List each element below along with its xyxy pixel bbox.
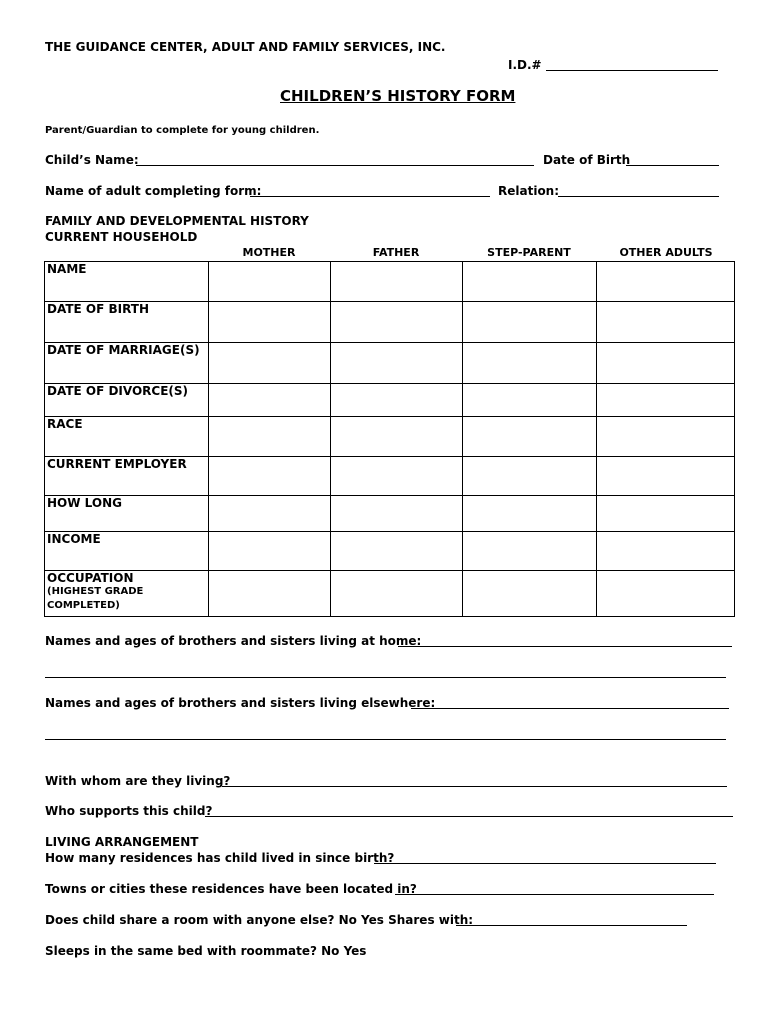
cell-other-adults-employer[interactable] bbox=[597, 457, 735, 496]
child-name-label: Child’s Name: bbox=[45, 153, 139, 167]
cell-other-adults-income[interactable] bbox=[597, 532, 735, 571]
siblings-home-input-line[interactable] bbox=[398, 646, 732, 647]
row-label-income: INCOME bbox=[45, 532, 209, 571]
cell-other-adults-dob[interactable] bbox=[597, 302, 735, 343]
towns-label: Towns or cities these residences have been located in? bbox=[45, 882, 417, 896]
section-title-household: CURRENT HOUSEHOLD bbox=[45, 230, 198, 244]
row-label-date-of-marriage: DATE OF MARRIAGE(S) bbox=[45, 343, 209, 384]
table-row bbox=[45, 457, 735, 496]
table-row bbox=[45, 384, 735, 417]
row-label-date-of-birth: DATE OF BIRTH bbox=[45, 302, 209, 343]
adult-name-label: Name of adult completing form: bbox=[45, 184, 262, 198]
cell-step-parent-name[interactable] bbox=[463, 262, 597, 302]
date-of-birth-input-line[interactable] bbox=[626, 165, 719, 166]
cell-mother-occupation[interactable] bbox=[209, 571, 331, 617]
child-name-input-line[interactable] bbox=[136, 165, 534, 166]
column-header-other-adults: OTHER ADULTS bbox=[619, 246, 713, 259]
row-label-name: NAME bbox=[45, 262, 209, 302]
form-title: CHILDREN’S HISTORY FORM bbox=[280, 87, 516, 105]
occupation-sublabel-2: COMPLETED) bbox=[47, 600, 120, 611]
cell-mother-dob[interactable] bbox=[209, 302, 331, 343]
id-label: I.D.# bbox=[508, 58, 542, 72]
cell-step-parent-race[interactable] bbox=[463, 417, 597, 457]
siblings-home-label: Names and ages of brothers and sisters living at home: bbox=[45, 634, 422, 648]
cell-step-parent-how-long[interactable] bbox=[463, 496, 597, 532]
siblings-elsewhere-label: Names and ages of brothers and sisters living elsewhere: bbox=[45, 696, 436, 710]
row-label-current-employer: CURRENT EMPLOYER bbox=[45, 457, 209, 496]
cell-father-employer[interactable] bbox=[331, 457, 463, 496]
cell-father-occupation[interactable] bbox=[331, 571, 463, 617]
column-header-father: FATHER bbox=[372, 246, 420, 259]
cell-other-adults-occupation[interactable] bbox=[597, 571, 735, 617]
table-row bbox=[45, 571, 735, 617]
date-of-birth-label: Date of Birth bbox=[543, 153, 631, 167]
cell-father-divorce[interactable] bbox=[331, 384, 463, 417]
cell-step-parent-income[interactable] bbox=[463, 532, 597, 571]
cell-mother-how-long[interactable] bbox=[209, 496, 331, 532]
cell-father-dob[interactable] bbox=[331, 302, 463, 343]
cell-step-parent-marriage[interactable] bbox=[463, 343, 597, 384]
residences-input-line[interactable] bbox=[374, 863, 716, 864]
id-input-line[interactable] bbox=[546, 70, 718, 71]
cell-father-marriage[interactable] bbox=[331, 343, 463, 384]
cell-father-how-long[interactable] bbox=[331, 496, 463, 532]
table-row bbox=[45, 343, 735, 384]
cell-mother-income[interactable] bbox=[209, 532, 331, 571]
column-header-step-parent: STEP-PARENT bbox=[487, 246, 571, 259]
row-label-date-of-divorce: DATE OF DIVORCE(S) bbox=[45, 384, 209, 417]
relation-input-line[interactable] bbox=[558, 196, 719, 197]
towns-input-line[interactable] bbox=[395, 894, 714, 895]
row-label-race: RACE bbox=[45, 417, 209, 457]
cell-other-adults-marriage[interactable] bbox=[597, 343, 735, 384]
organization-name: THE GUIDANCE CENTER, ADULT AND FAMILY SERVICES, INC. bbox=[45, 40, 446, 54]
occupation-sublabel-1: (HIGHEST GRADE bbox=[47, 586, 144, 597]
table-row bbox=[45, 302, 735, 343]
table-row bbox=[45, 496, 735, 532]
cell-mother-name[interactable] bbox=[209, 262, 331, 302]
cell-step-parent-dob[interactable] bbox=[463, 302, 597, 343]
cell-step-parent-divorce[interactable] bbox=[463, 384, 597, 417]
cell-step-parent-occupation[interactable] bbox=[463, 571, 597, 617]
occupation-label: OCCUPATION bbox=[47, 571, 134, 585]
cell-mother-employer[interactable] bbox=[209, 457, 331, 496]
cell-father-income[interactable] bbox=[331, 532, 463, 571]
cell-mother-divorce[interactable] bbox=[209, 384, 331, 417]
cell-step-parent-employer[interactable] bbox=[463, 457, 597, 496]
cell-other-adults-divorce[interactable] bbox=[597, 384, 735, 417]
same-bed-label: Sleeps in the same bed with roommate? No Yes bbox=[45, 944, 367, 958]
siblings-elsewhere-input-line-2[interactable] bbox=[45, 739, 726, 740]
cell-father-name[interactable] bbox=[331, 262, 463, 302]
residences-label: How many residences has child lived in since birth? bbox=[45, 851, 395, 865]
shares-with-input-line[interactable] bbox=[456, 925, 687, 926]
with-whom-input-line[interactable] bbox=[222, 786, 727, 787]
cell-father-race[interactable] bbox=[331, 417, 463, 457]
cell-mother-marriage[interactable] bbox=[209, 343, 331, 384]
instructions: Parent/Guardian to complete for young children. bbox=[45, 125, 320, 136]
adult-name-input-line[interactable] bbox=[250, 196, 490, 197]
supports-input-line[interactable] bbox=[205, 816, 733, 817]
cell-other-adults-race[interactable] bbox=[597, 417, 735, 457]
siblings-elsewhere-input-line[interactable] bbox=[411, 708, 729, 709]
supports-label: Who supports this child? bbox=[45, 804, 213, 818]
table-row bbox=[45, 262, 735, 302]
column-header-mother: MOTHER bbox=[242, 246, 296, 259]
household-table bbox=[44, 261, 735, 617]
cell-other-adults-how-long[interactable] bbox=[597, 496, 735, 532]
section-title-family: FAMILY AND DEVELOPMENTAL HISTORY bbox=[45, 214, 309, 228]
cell-mother-race[interactable] bbox=[209, 417, 331, 457]
living-arrangement-title: LIVING ARRANGEMENT bbox=[45, 835, 199, 849]
cell-other-adults-name[interactable] bbox=[597, 262, 735, 302]
with-whom-label: With whom are they living? bbox=[45, 774, 231, 788]
row-label-how-long: HOW LONG bbox=[45, 496, 209, 532]
table-row bbox=[45, 417, 735, 457]
share-room-label: Does child share a room with anyone else? No Yes Shares with: bbox=[45, 913, 474, 927]
relation-label: Relation: bbox=[498, 184, 560, 198]
siblings-home-input-line-2[interactable] bbox=[45, 677, 726, 678]
table-row bbox=[45, 532, 735, 571]
row-label-occupation bbox=[45, 571, 209, 617]
